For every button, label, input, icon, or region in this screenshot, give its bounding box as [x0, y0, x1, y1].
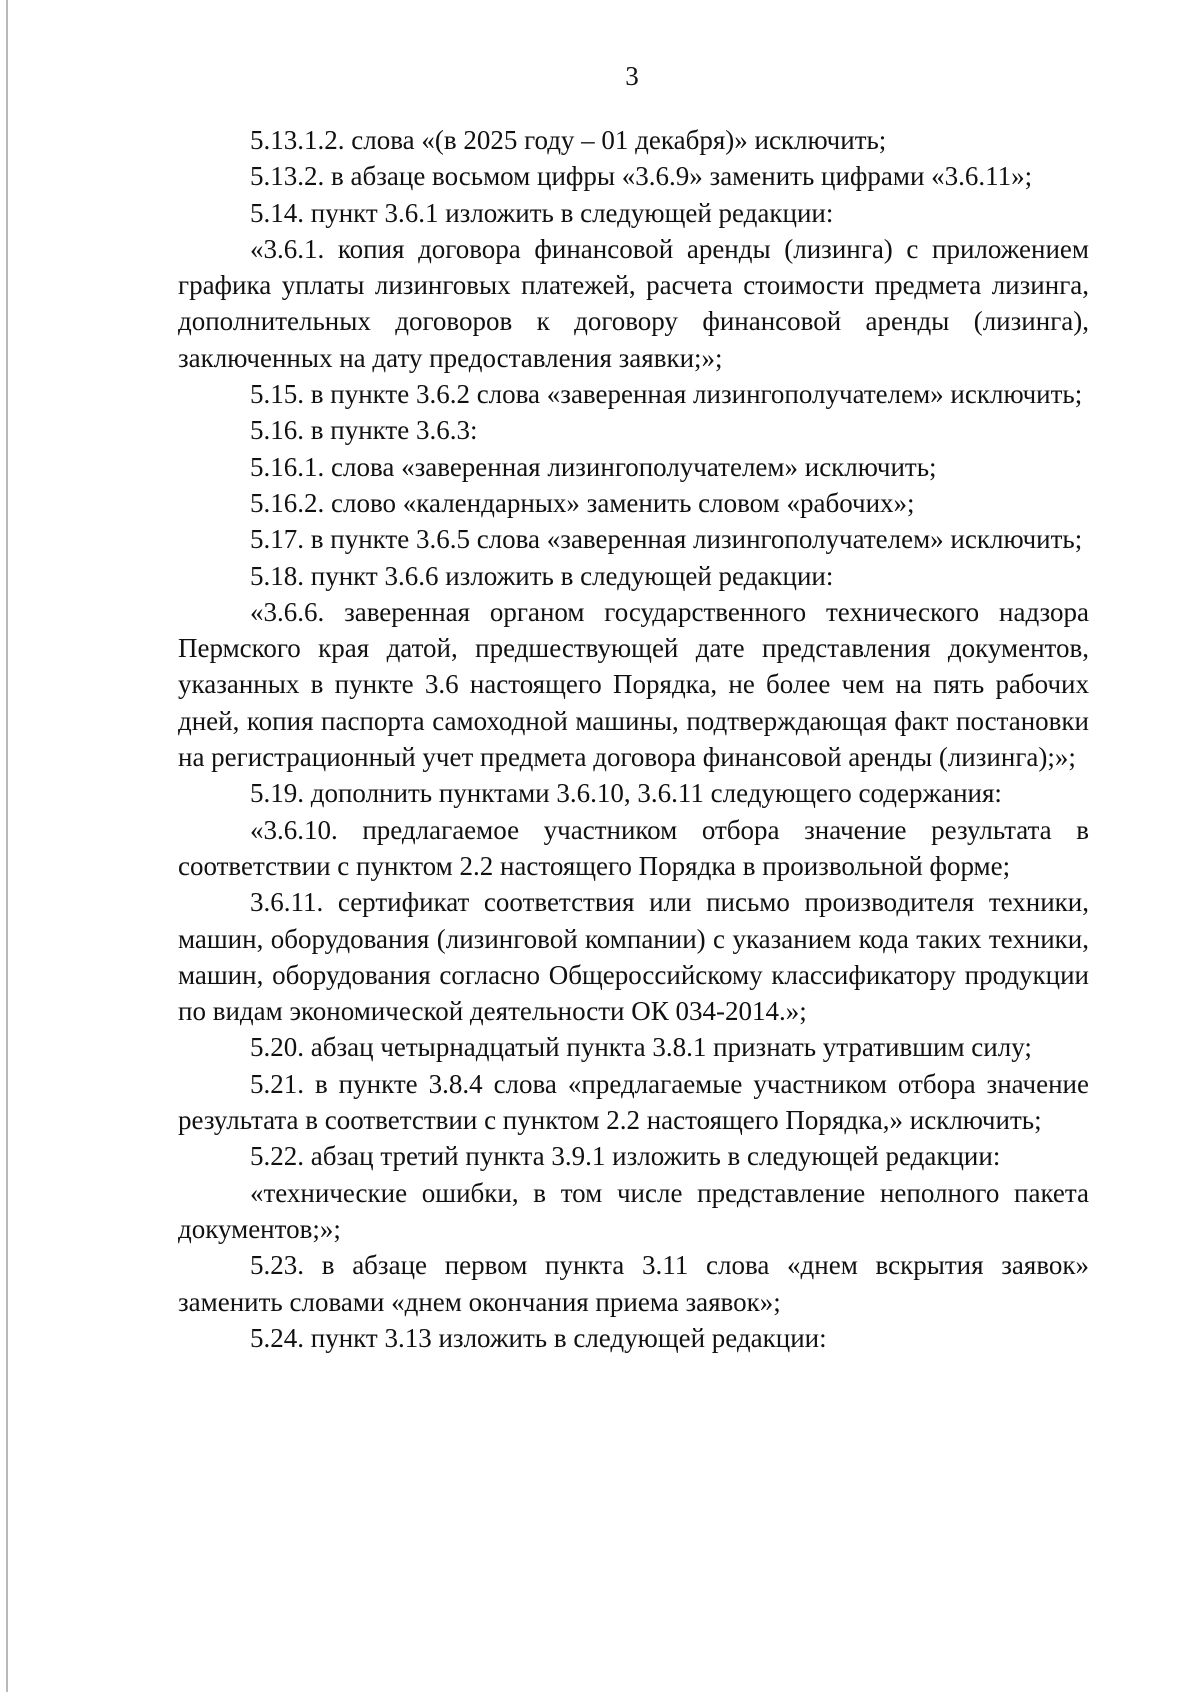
paragraph-5-23: 5.23. в абзаце первом пункта 3.11 слова «днем вскрытия заявок» заменить словами «днем окончания приема заявок»; — [178, 1250, 1089, 1317]
paragraph-5-14: 5.14. пункт 3.6.1 изложить в следующей редакции: — [250, 197, 834, 228]
paragraph-5-18: 5.18. пункт 3.6.6 изложить в следующей редакции: — [250, 560, 834, 591]
quote-3-6-6: «3.6.6. заверенная органом государственного технического надзора Пермского края датой, предшествующей дате представления документов, указанных в пункте 3.6 настоящего Порядка, не более чем на пять рабочих дней, копия паспорта самоходной машины, подтверждающая факт постановки на регистрационный учет предмета договора финансовой аренды (лизинга);»; — [178, 596, 1089, 773]
paragraph-5-16-1: 5.16.1. слова «заверенная лизингополучателем» исключить; — [250, 451, 937, 482]
paragraph-5-16: 5.16. в пункте 3.6.3: — [250, 415, 478, 446]
paragraph-5-16-2: 5.16.2. слово «календарных» заменить словом «рабочих»; — [250, 487, 915, 518]
paragraph-5-21: 5.21. в пункте 3.8.4 слова «предлагаемые участником отбора значение результата в соответствии с пунктом 2.2 настоящего Порядка,» исключить; — [178, 1068, 1089, 1136]
quote-3-6-10: «3.6.10. предлагаемое участником отбора значение результата в соответствии с пунктом 2.2 настоящего Порядка в произвольной форме; — [178, 814, 1089, 881]
paragraph-5-13-1-2: 5.13.1.2. слова «(в 2025 году – 01 декабря)» исключить; — [250, 125, 887, 155]
quote-technical-errors: «технические ошибки, в том числе представление неполного пакета документов;»; — [178, 1177, 1089, 1244]
page-number: 3 — [625, 61, 639, 91]
paragraph-5-13-2: 5.13.2. в абзаце восьмом цифры «3.6.9» заменить цифрами «3.6.11»; — [250, 161, 1033, 192]
paragraph-5-24: 5.24. пункт 3.13 изложить в следующей редакции: — [250, 1322, 827, 1353]
document-body — [178, 122, 1089, 1356]
paragraph-5-17: 5.17. в пункте 3.6.5 слова «заверенная лизингополучателем» исключить; — [250, 524, 1083, 555]
quote-3-6-11: 3.6.11. сертификат соответствия или письмо производителя техники, машин, оборудования (лизинговой компании) с указанием кода таких техники, машин, оборудования согласно Общероссийскому классификатору продукции по видам экономической деятельности ОК 034-2014.»; — [178, 887, 1089, 1027]
paragraph-5-20: 5.20. абзац четырнадцатый пункта 3.8.1 признать утратившим силу; — [250, 1032, 1032, 1063]
quote-3-6-1: «3.6.1. копия договора финансовой аренды (лизинга) с приложением графика уплаты лизинговых платежей, расчета стоимости предмета лизинга, дополнительных договоров к договору финансовой аренды (лизинга), заключенных на дату предоставления заявки;»; — [178, 233, 1089, 373]
scan-edge — [6, 0, 8, 1692]
paragraph-5-22: 5.22. абзац третий пункта 3.9.1 изложить в следующей редакции: — [250, 1141, 1001, 1172]
paragraph-5-15: 5.15. в пункте 3.6.2 слова «заверенная лизингополучателем» исключить; — [250, 379, 1083, 410]
paragraph-5-19: 5.19. дополнить пунктами 3.6.10, 3.6.11 следующего содержания: — [250, 778, 1002, 809]
